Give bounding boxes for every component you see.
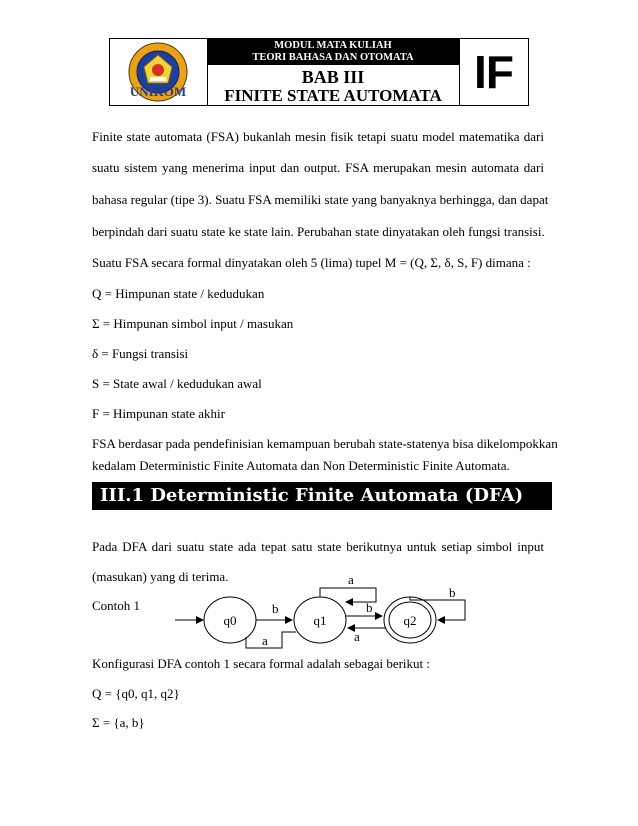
edge-q0-self-label: a [262, 633, 268, 648]
section-heading-dfa: III.1 Deterministic Finite Automata (DFA) [92, 482, 552, 510]
state-q0-label: q0 [223, 613, 237, 628]
edge-q2-self-label: b [449, 585, 456, 600]
module-line-2: TEORI BAHASA DAN OTOMATA [252, 52, 414, 63]
edge-q2-self [410, 597, 465, 620]
set-sigma: Σ = {a, b} [92, 715, 145, 730]
edge-q1-q2-label: b [366, 600, 373, 615]
set-q: Q = {q0, q1, q2} [92, 686, 180, 701]
config-line: Konfigurasi DFA contoh 1 secara formal adalah sebagai berikut : [92, 656, 431, 671]
intro-line-4: berpindah dari suatu state ke state lain. Perubahan state dinyatakan oleh fungsi transisi. [92, 224, 545, 239]
def-q: Q = Himpunan state / kedudukan [92, 286, 265, 301]
intro-line-1: Finite state automata (FSA) bukanlah mesin fisik tetapi suatu model matematika dari [92, 129, 544, 144]
dfa-line-1: Pada DFA dari suatu state ada tepat satu state berikutnya untuk setiap simbol input [92, 539, 544, 554]
classification-line-2: kedalam Deterministic Finite Automata dan Non Deterministic Finite Automata. [92, 458, 510, 473]
intro-line-3: bahasa regular (tipe 3). Suatu FSA memiliki state yang banyaknya berhingga, dan dapat [92, 192, 549, 207]
state-q1-label: q1 [313, 613, 327, 628]
def-s: S = State awal / kedudukan awal [92, 376, 262, 391]
example-label: Contoh 1 [92, 598, 141, 613]
edge-q2-q1-label: a [354, 629, 360, 644]
edge-q1-self-label: a [348, 572, 354, 587]
if-badge-text: IF [474, 46, 513, 98]
intro-line-2: suatu sistem yang menerima input dan output. FSA merupakan mesin automata dari [92, 160, 544, 175]
edge-q0-self [246, 632, 296, 648]
state-q2-label: q2 [403, 613, 417, 628]
edge-q0-q1-label: b [272, 601, 279, 616]
chapter-number: BAB III [301, 67, 365, 87]
def-sigma: Σ = Himpunan simbol input / masukan [92, 316, 294, 331]
def-delta: δ = Fungsi transisi [92, 346, 189, 361]
tuple-definition: Suatu FSA secara formal dinyatakan oleh 5 (lima) tupel M = (Q, Σ, δ, S, F) dimana : [92, 255, 531, 270]
chapter-title: FINITE STATE AUTOMATA [224, 86, 442, 105]
classification-line-1: FSA berdasar pada pendefinisian kemampuan berubah state-statenya bisa dikelompokkan [92, 436, 558, 451]
module-line-1: MODUL MATA KULIAH [274, 40, 392, 51]
def-f: F = Himpunan state akhir [92, 406, 225, 421]
logo-label: UNIKOM [129, 84, 187, 99]
dfa-line-2: (masukan) yang di terima. [92, 569, 229, 584]
